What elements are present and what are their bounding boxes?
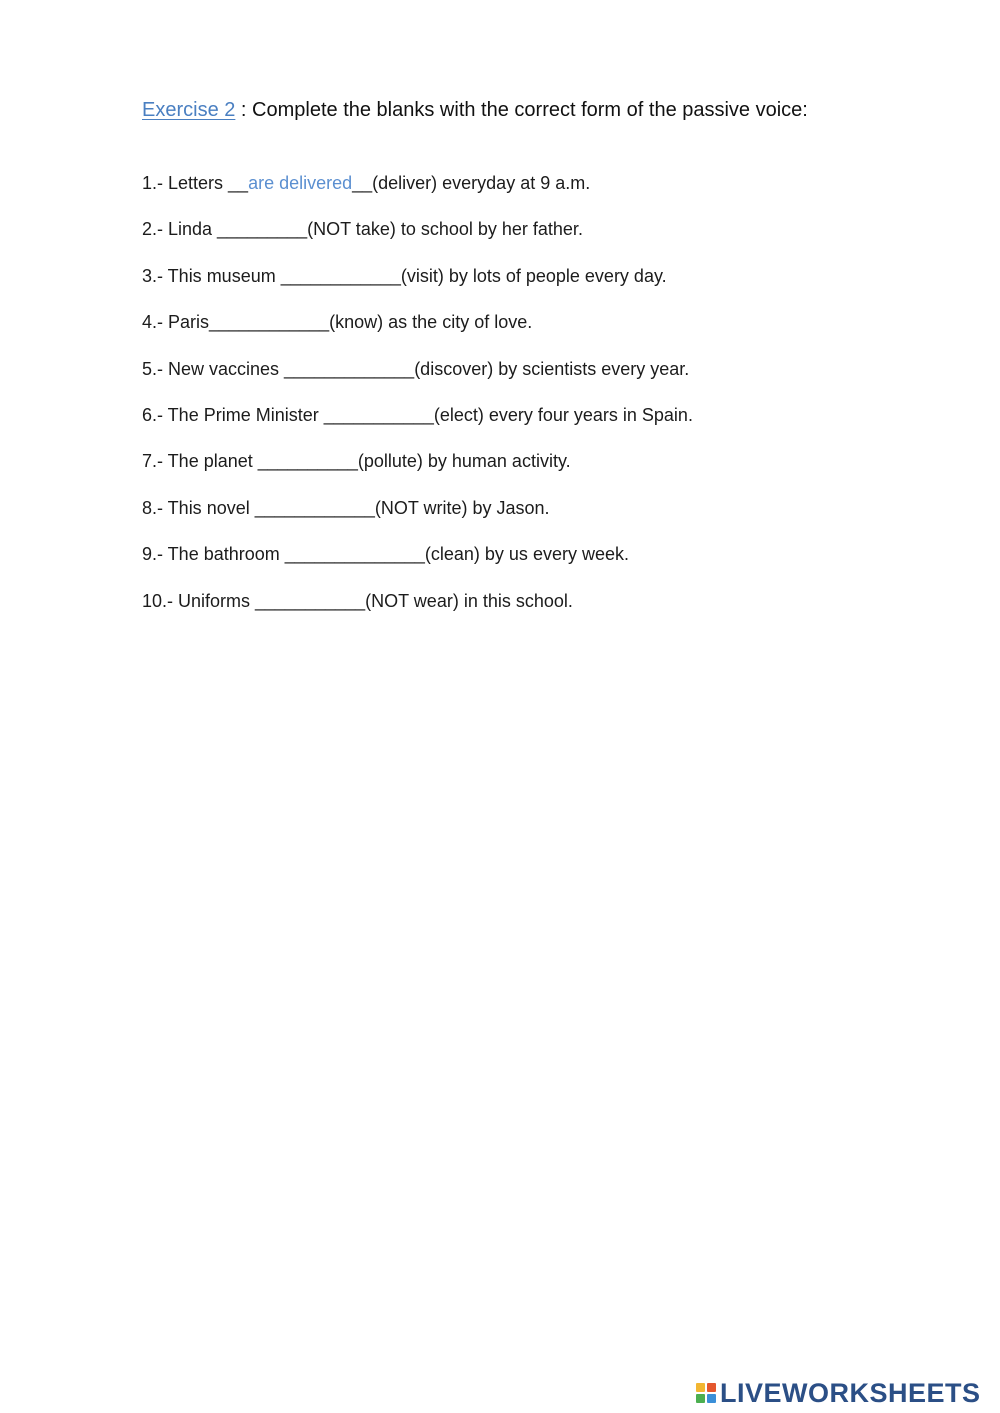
brand-name: LIVEWORKSHEETS — [720, 1377, 981, 1408]
exercise-heading — [142, 96, 962, 124]
logo-square — [707, 1383, 716, 1392]
answer-example[interactable]: are delivered — [248, 173, 353, 193]
exercise-item-9: 9.- The bathroom ______________(clean) by us every week. — [142, 544, 629, 565]
exercise-items-list — [142, 170, 962, 634]
exercise-item-10: 10.- Uniforms ___________(NOT wear) in this school. — [142, 590, 573, 611]
logo-square — [696, 1383, 705, 1392]
logo-square — [707, 1394, 716, 1403]
exercise-item-1 — [142, 170, 962, 216]
exercise-item-6: 6.- The Prime Minister ___________(elect) every four years in Spain. — [142, 404, 693, 425]
exercise-item-4: 4.- Paris____________(know) as the city of love. — [142, 312, 533, 333]
exercise-item-5: 5.- New vaccines _____________(discover) by scientists every year. — [142, 358, 690, 379]
heading-separator: : — [235, 99, 253, 121]
exercise-item-7: 7.- The planet __________(pollute) by human activity. — [142, 451, 571, 472]
exercise-item-8: 8.- This novel ____________(NOT write) by Jason. — [142, 497, 550, 518]
exercise-title-link[interactable]: Exercise 2 — [142, 99, 236, 121]
exercise-item-2: 2.- Linda _________(NOT take) to school by her father. — [142, 219, 583, 240]
item-suffix: __(deliver) everyday at 9 a.m. — [352, 173, 591, 193]
item-prefix: 1.- Letters __ — [142, 173, 249, 193]
liveworksheets-logo — [696, 1378, 981, 1408]
exercise-item-3: 3.- This museum ____________(visit) by lots of people every day. — [142, 265, 667, 286]
logo-square — [696, 1394, 705, 1403]
exercise-instruction: Complete the blanks with the correct form of the passive voice: — [252, 99, 808, 121]
liveworksheets-logo-icon — [696, 1383, 716, 1403]
